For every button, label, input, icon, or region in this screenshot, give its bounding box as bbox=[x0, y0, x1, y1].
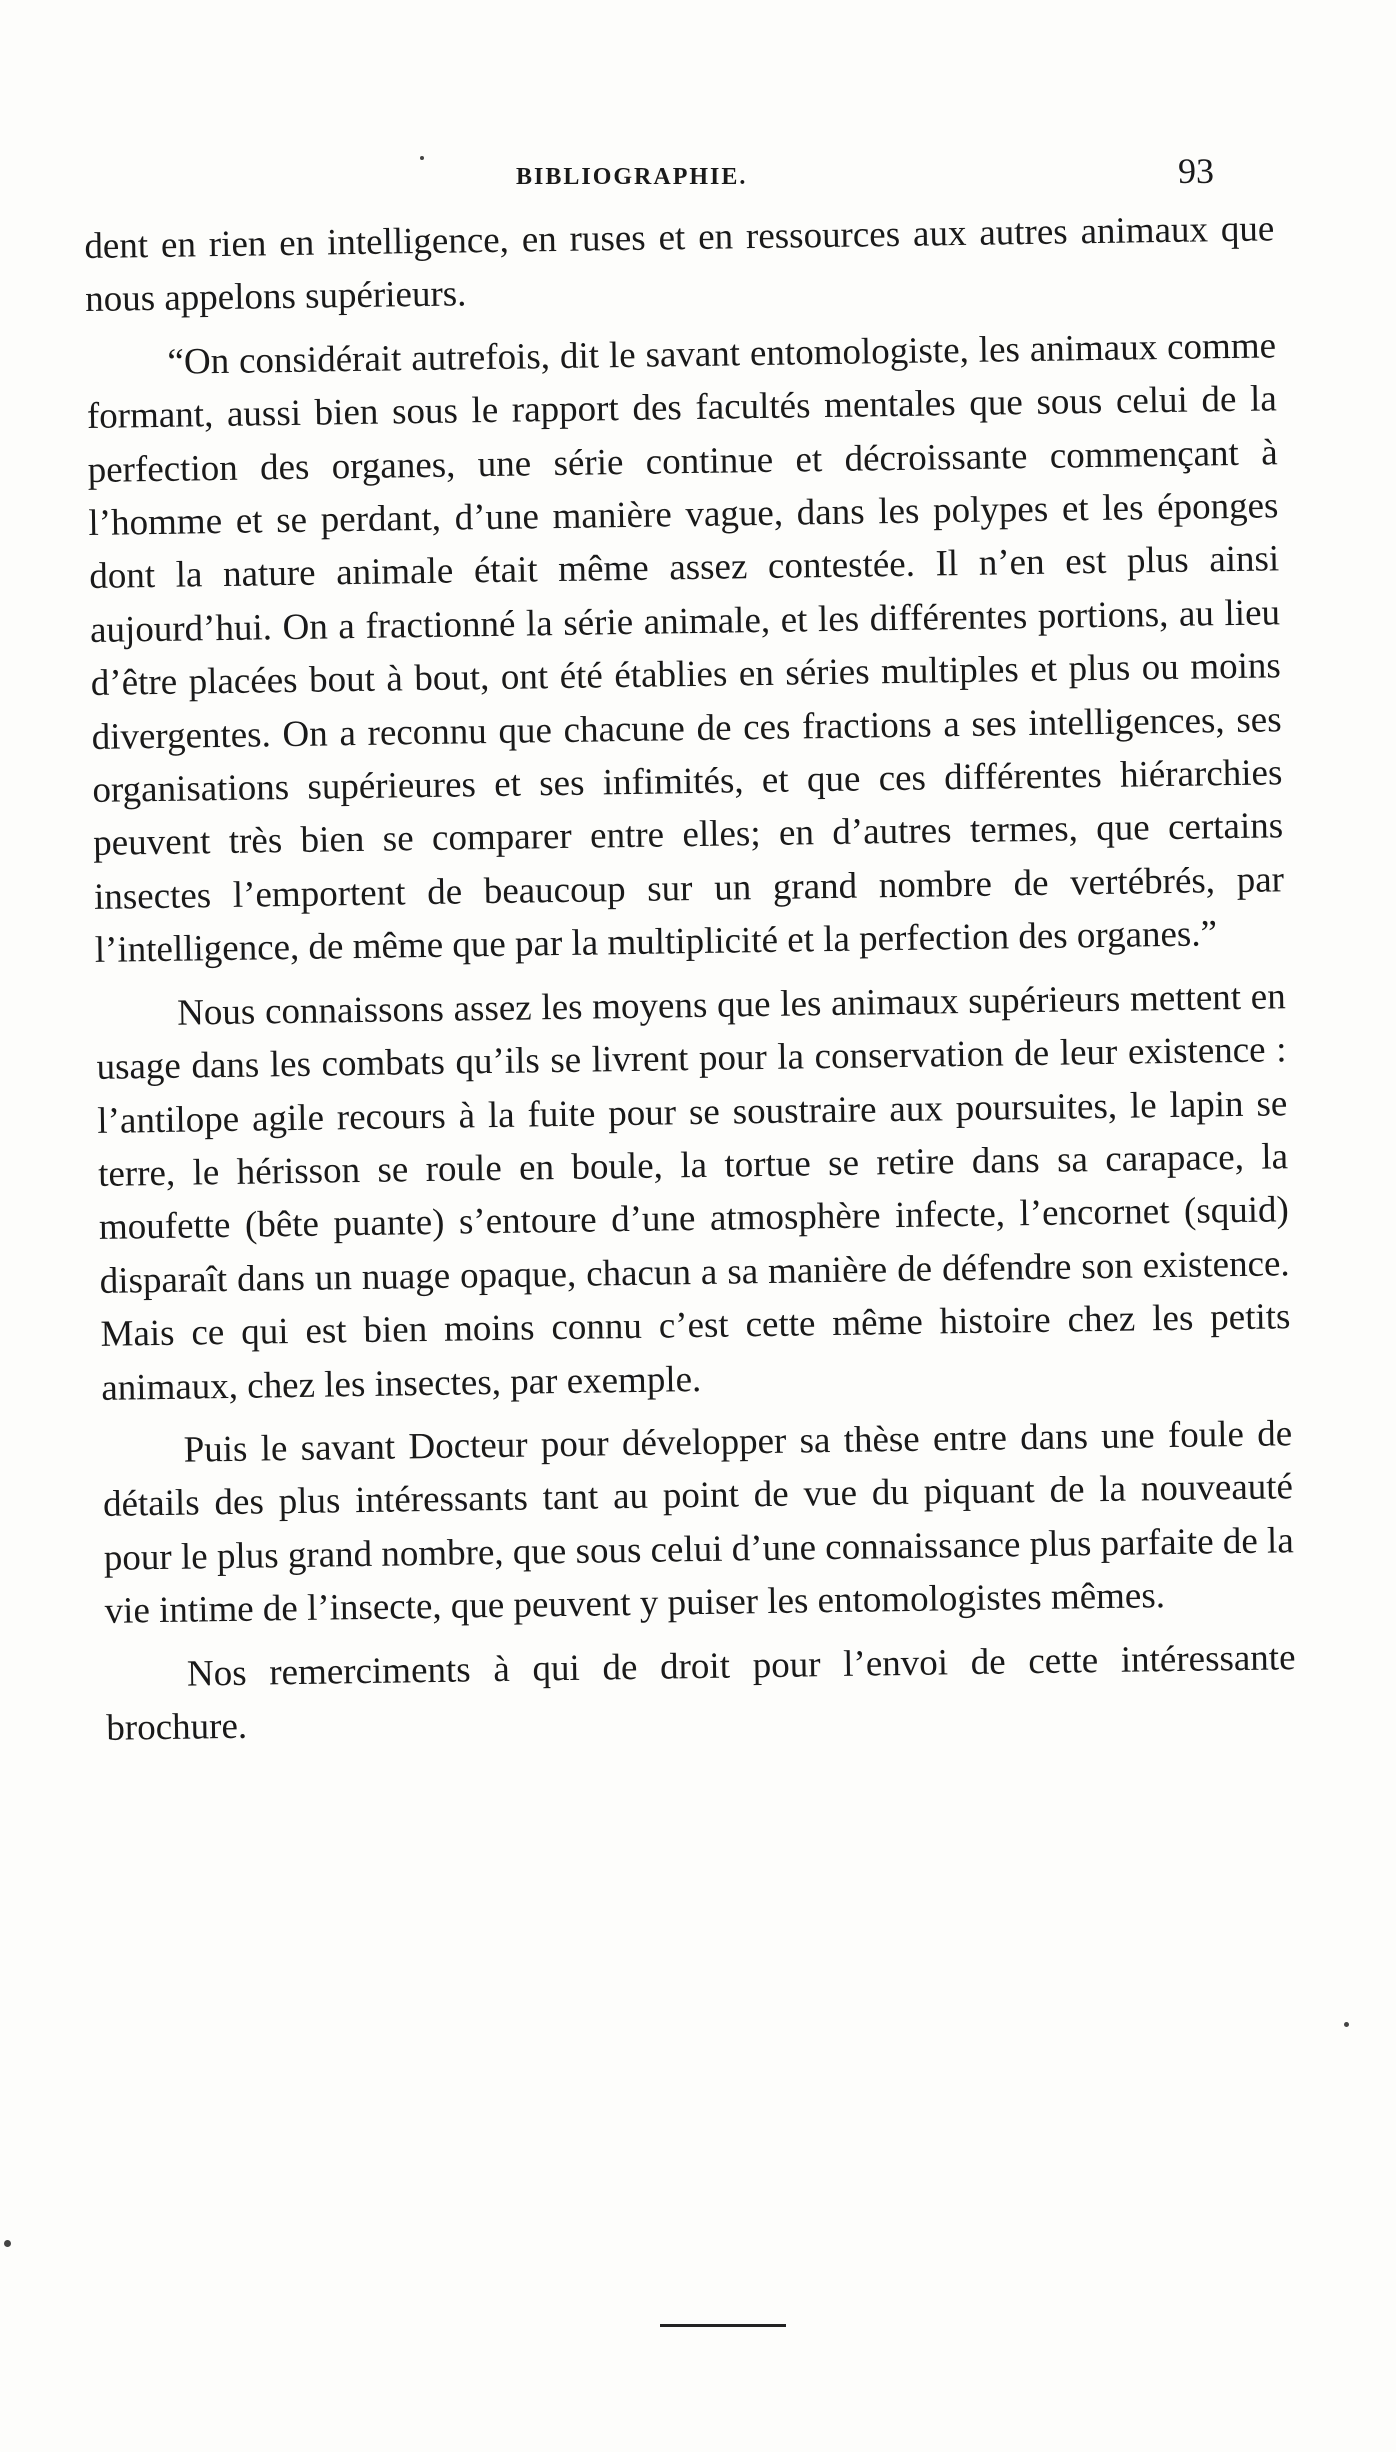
page-header bbox=[0, 150, 1396, 200]
print-speck bbox=[420, 156, 424, 160]
body-text bbox=[84, 202, 1297, 1765]
paragraph-thanks: Nos remerciments à qui de droit pour l’envoi de cette intéressante brochure. bbox=[106, 1636, 1296, 1749]
paragraph-quotation: “On considérait autrefois, dit le savant entomologiste, les animaux comme formant, aussi bien sous le rapport des facultés mentales que sous celui de la perfection des organes, une série continue et décroissante commençant à l’homme et se perdant, d’une manière vague, dans les polypes et les éponges dont la nature animale était même assez contestée. Il n’en est plus ainsi aujourd’hui. On a fractionné la série animale, et les différentes portions, au lieu d’être placées bout à bout, ont été établies en séries multiples et plus ou moins divergentes. On a reconnu que chacune de ces fractions a ses intelligences, ses organisations supérieures et ses infimités, et que ces différentes hiérarchies peuvent très bien se comparer entre elles; en d’autres termes, que certains insectes l’emportent de beaucoup sur un grand nombre de vertébrés, par l’intelligence, de même que par la multiplicité et la perfection des organes.” bbox=[86, 325, 1285, 972]
paragraph-continuation: dent en rien en intelligence, en ruses et en ressources aux autres animaux que nous appelons supérieurs. bbox=[84, 208, 1275, 321]
page-number: 93 bbox=[1178, 151, 1214, 191]
paragraph-defenses: Nous connaissons assez les moyens que les animaux supérieurs mettent en usage dans les combats qu’ils se livrent pour la conservation de leur existence : l’antilope agile recours à la fuite pour se soustraire aux poursuites, le lapin se terre, le hérisson se roule en boule, la tortue se retire dans sa carapace, la moufette (bête puante) s’entoure d’une atmosphère infecte, l’encornet (squid) disparaît dans un nuage opaque, chacun a sa manière de défendre son existence. Mais ce qui est bien moins connu c’est cette même histoire chez les petits animaux, chez les insectes, par exemple. bbox=[96, 975, 1291, 1409]
running-title: BIBLIOGRAPHIE. bbox=[516, 164, 748, 190]
paragraph-details: Puis le savant Docteur pour développer sa thèse entre dans une foule de détails des plus intéressants tant au point de vue du piquant de la nouveauté pour le plus grand nombre, que sous celui d’une connaissance plus parfaite de la vie intime de l’insecte, que peuvent y puiser les entomologistes mêmes. bbox=[102, 1413, 1295, 1633]
print-speck bbox=[4, 2240, 11, 2247]
closing-rule bbox=[660, 2324, 786, 2327]
print-speck bbox=[1344, 2022, 1349, 2027]
